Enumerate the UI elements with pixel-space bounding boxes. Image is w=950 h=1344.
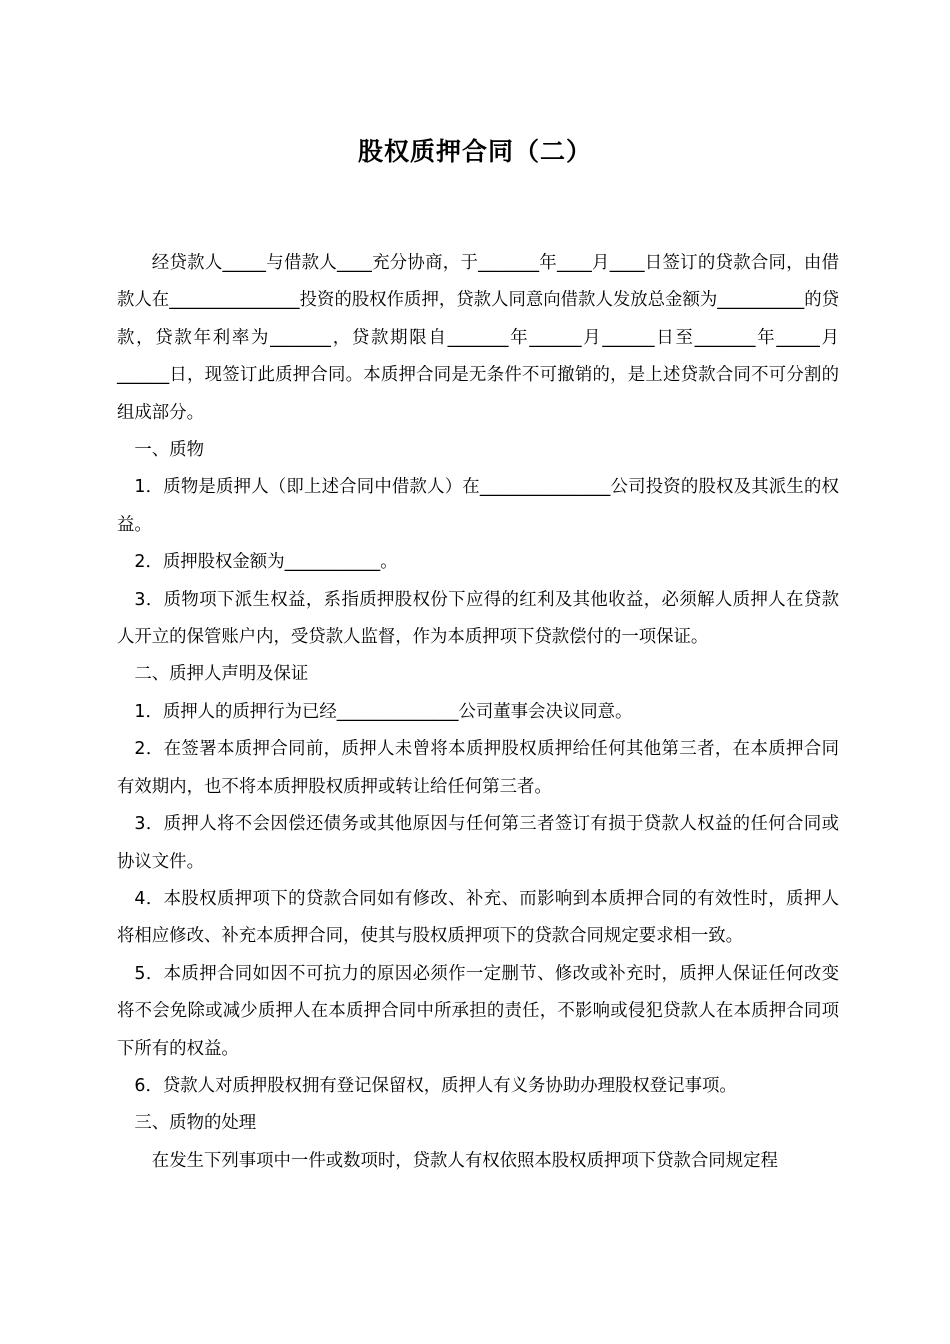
- clause-2-5: 5．本质押合同如因不可抗力的原因必须作一定删节、修改或补充时，质押人保证任何改变将不会免除或减少质押人在本质押合同中所承担的责任，不影响或侵犯贷款人在本质押合同项下所有的权益。: [117, 963, 839, 1059]
- section-heading-pledge-object: 一、质物: [134, 440, 204, 461]
- document-body: [117, 245, 839, 1180]
- section-heading-pledgor-warranty: 二、质押人声明及保证: [134, 664, 309, 685]
- clause-2-3: 3．质押人将不会因偿还债务或其他原因与任何第三者签订有损于贷款人权益的任何合同或协议文件。: [117, 814, 839, 872]
- clause-3-intro: 在发生下列事项中一件或数项时，贷款人有权依照本股权质押项下贷款合同规定程: [151, 1150, 778, 1171]
- clause-2-1: 1．质押人的质押行为已经______________公司董事会决议同意。: [134, 701, 633, 722]
- clause-1-1: 1．质物是质押人（即上述合同中借款人）在_______________公司投资的股权及其派生的权益。: [117, 477, 839, 535]
- clause-2-6: 6．贷款人对质押股权拥有登记保留权，质押人有义务协助办理股权登记事项。: [134, 1075, 737, 1096]
- clause-2-4: 4．本股权质押项下的贷款合同如有修改、补充、而影响到本质押合同的有效性时，质押人将相应修改、补充本质押合同，使其与股权质押项下的贷款合同规定要求相一致。: [117, 888, 839, 947]
- clause-2-2: 2．在签署本质押合同前，质押人未曾将本质押股权质押给任何其他第三者，在本质押合同有效期内，也不将本质押股权质押或转让给任何第三者。: [117, 739, 839, 797]
- section-heading-pledge-disposal: 三、质物的处理: [134, 1113, 257, 1134]
- intro-paragraph: 经贷款人_____与借款人____充分协商，于_______年____月____日签订的贷款合同，由借款人在_______________投资的股权作质押，贷款人同意向借款人发放总金额为__________的贷款，贷款年利率为_______，贷款期限自_______年______月______日至_______年_____月______日，现签订此质押合同。本质押合同是无条件不可撤销的，是上述贷款合同不可分割的组成部分。: [117, 253, 839, 423]
- document-title: 股权质押合同（二）: [357, 137, 592, 166]
- clause-1-2: 2．质押股权金额为___________。: [134, 552, 398, 573]
- clause-1-3: 3．质物项下派生权益，系指质押股权份下应得的红利及其他收益，必须解人质押人在贷款人开立的保管账户内，受贷款人监督，作为本质押项下贷款偿付的一项保证。: [117, 589, 839, 648]
